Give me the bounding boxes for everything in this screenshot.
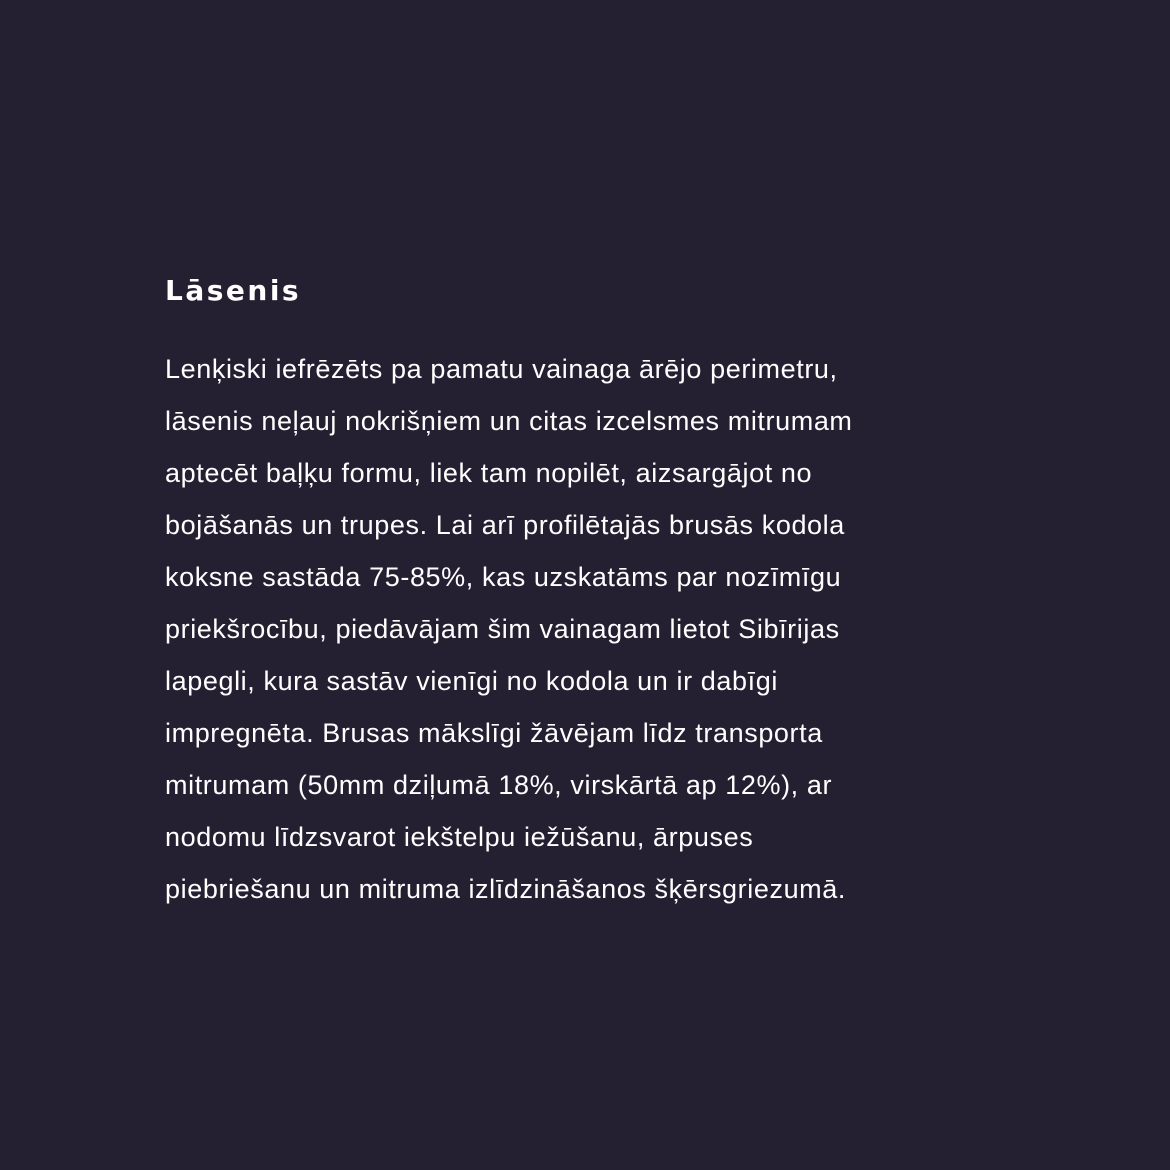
section-heading: Lāsenis <box>165 274 302 307</box>
paragraph-line: nodomu līdzsvarot iekštelpu iežūšanu, ārpuses <box>165 822 754 852</box>
paragraph-line: piebriešanu un mitruma izlīdzināšanos šķērsgriezumā. <box>165 874 846 904</box>
paragraph-line: aptecēt baļķu formu, liek tam nopilēt, aizsargājot no <box>165 458 813 488</box>
body-paragraph <box>165 343 985 915</box>
paragraph-line: priekšrocību, piedāvājam šim vainagam lietot Sibīrijas <box>165 614 840 644</box>
paragraph-line: lāsenis neļauj nokrišņiem un citas izcelsmes mitrumam <box>165 406 853 436</box>
paragraph-line: koksne sastāda 75-85%, kas uzskatāms par nozīmīgu <box>165 562 842 592</box>
paragraph-line: mitrumam (50mm dziļumā 18%, virskārtā ap 12%), ar <box>165 770 833 800</box>
paragraph-line: impregnēta. Brusas mākslīgi žāvējam līdz transporta <box>165 718 823 748</box>
paragraph-line: bojāšanās un trupes. Lai arī profilētajās brusās kodola <box>165 510 845 540</box>
paragraph-line: Lenķiski iefrēzēts pa pamatu vainaga ārējo perimetru, <box>165 354 838 384</box>
paragraph-line: lapegli, kura sastāv vienīgi no kodola un ir dabīgi <box>165 666 778 696</box>
text-block <box>165 265 985 915</box>
